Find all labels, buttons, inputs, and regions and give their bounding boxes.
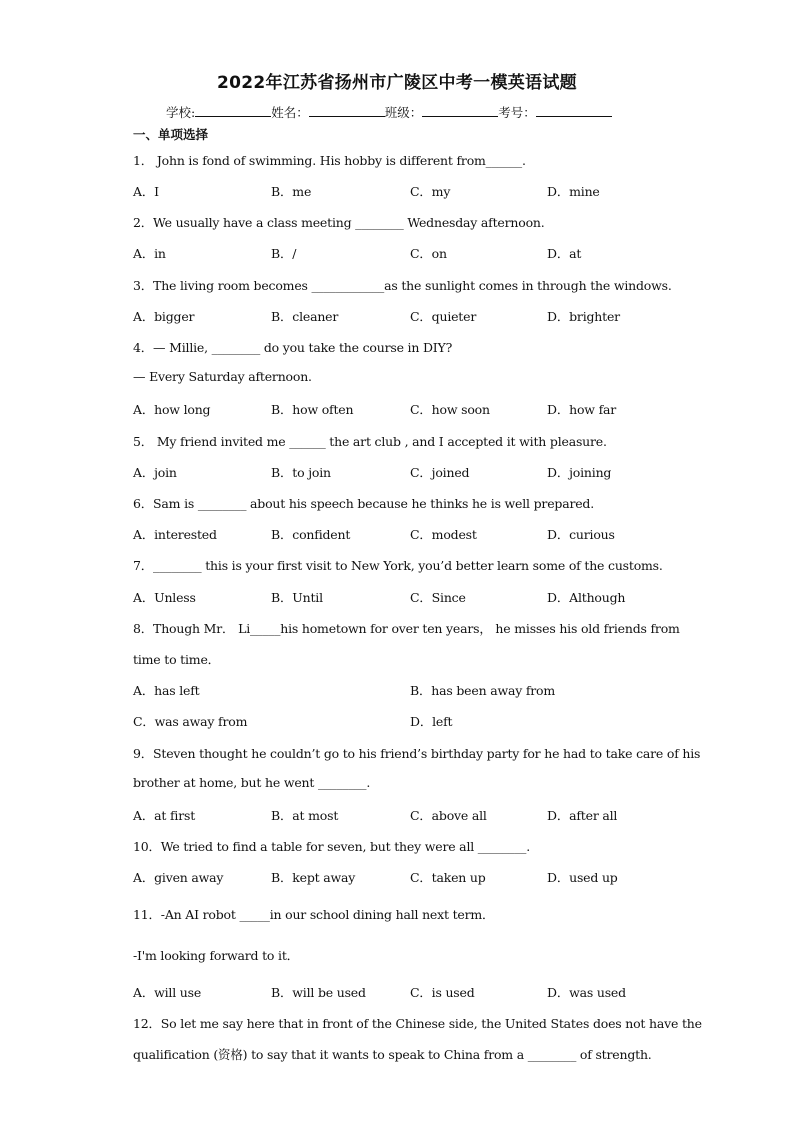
q2-option-b[interactable]: B．/ — [271, 246, 297, 261]
q8-option-d[interactable]: D．left — [410, 714, 453, 729]
q5-option-d[interactable]: D．joining — [547, 465, 612, 480]
q6-option-b[interactable]: B．confident — [271, 527, 351, 542]
question-9-stem-cont: brother at home, but he went ________. — [133, 775, 371, 790]
class-blank[interactable] — [422, 104, 498, 117]
question-3-stem: 3．The living room becomes ____________as the sunlight comes in through the windows. — [133, 278, 672, 293]
number-blank[interactable] — [536, 104, 612, 117]
name-label: 姓名： — [271, 105, 309, 120]
question-8-stem-cont: time to time． — [133, 652, 220, 667]
q10-option-d[interactable]: D．used up — [547, 870, 618, 885]
q5-option-a[interactable]: A．join — [133, 465, 177, 480]
name-blank[interactable] — [309, 104, 385, 117]
q6-option-d[interactable]: D．curious — [547, 527, 615, 542]
q5-option-c[interactable]: C．joined — [410, 465, 470, 480]
q2-option-d[interactable]: D．at — [547, 246, 582, 261]
section-heading: 一、单项选择 — [133, 127, 209, 142]
q9-option-b[interactable]: B．at most — [271, 808, 339, 823]
question-2-stem: 2．We usually have a class meeting ________ Wednesday afternoon. — [133, 215, 545, 230]
question-10-stem: 10．We tried to find a table for seven, but they were all ________. — [133, 839, 530, 854]
q1-option-c[interactable]: C．my — [410, 184, 451, 199]
q4-option-b[interactable]: B．how often — [271, 402, 354, 417]
q10-option-c[interactable]: C．taken up — [410, 870, 486, 885]
q3-option-c[interactable]: C．quieter — [410, 309, 477, 324]
school-blank[interactable] — [195, 104, 271, 117]
number-label: 考号： — [498, 105, 536, 120]
q4-option-a[interactable]: A．how long — [133, 402, 211, 417]
q9-option-d[interactable]: D．after all — [547, 808, 618, 823]
q7-option-d[interactable]: D．Although — [547, 590, 626, 605]
q6-option-a[interactable]: A．interested — [133, 527, 217, 542]
q8-option-a[interactable]: A．has left — [133, 683, 200, 698]
q7-option-c[interactable]: C．Since — [410, 590, 466, 605]
q11-option-b[interactable]: B．will be used — [271, 985, 366, 1000]
question-12-stem-cont: qualification (资格) to say that it wants to speak to China from a ________ of strength. — [133, 1047, 652, 1062]
question-4-reply: — Every Saturday afternoon. — [133, 369, 312, 384]
q9-option-c[interactable]: C．above all — [410, 808, 487, 823]
q10-option-b[interactable]: B．kept away — [271, 870, 356, 885]
q4-option-d[interactable]: D．how far — [547, 402, 617, 417]
q5-option-b[interactable]: B．to join — [271, 465, 331, 480]
q1-option-a[interactable]: A．I — [133, 184, 159, 199]
q8-option-c[interactable]: C．was away from — [133, 714, 248, 729]
page-title: 2022年江苏省扬州市广陵区中考一模英语试题 — [217, 73, 577, 93]
question-9-stem: 9．Steven thought he couldn’t go to his friend’s birthday party for he had to take care of his — [133, 746, 701, 761]
q8-option-b[interactable]: B．has been away from — [410, 683, 556, 698]
q10-option-a[interactable]: A．given away — [133, 870, 224, 885]
q11-option-c[interactable]: C．is used — [410, 985, 475, 1000]
question-11-stem: 11．-An AI robot _____in our school dining hall next term． — [133, 907, 495, 922]
q3-option-b[interactable]: B．cleaner — [271, 309, 339, 324]
question-8-stem: 8．Though Mr． Li_____his hometown for over ten years， he misses his old friends from — [133, 621, 680, 636]
q4-option-c[interactable]: C．how soon — [410, 402, 490, 417]
q1-option-b[interactable]: B．me — [271, 184, 312, 199]
question-12-stem: 12．So let me say here that in front of the Chinese side, the United States does not have the — [133, 1016, 702, 1031]
question-5-stem: 5． My friend invited me ______ the art club , and I accepted it with pleasure. — [133, 434, 607, 449]
question-1-stem: 1． John is fond of swimming. His hobby is different from______. — [133, 153, 526, 168]
q3-option-a[interactable]: A．bigger — [133, 309, 195, 324]
q11-option-d[interactable]: D．was used — [547, 985, 626, 1000]
school-label: 学校: — [166, 105, 196, 120]
student-info-row — [166, 103, 612, 121]
question-4-stem: 4．— Millie, ________ do you take the course in DIY? — [133, 340, 453, 355]
q6-option-c[interactable]: C．modest — [410, 527, 477, 542]
q11-option-a[interactable]: A．will use — [133, 985, 202, 1000]
question-11-reply: -I'm looking forward to it． — [133, 948, 299, 963]
q7-option-a[interactable]: A．Unless — [133, 590, 196, 605]
question-7-stem: 7．________ this is your first visit to New York, you’d better learn some of the customs. — [133, 558, 663, 573]
q2-option-a[interactable]: A．in — [133, 246, 166, 261]
q7-option-b[interactable]: B．Until — [271, 590, 323, 605]
q1-option-d[interactable]: D．mine — [547, 184, 600, 199]
q3-option-d[interactable]: D．brighter — [547, 309, 620, 324]
q2-option-c[interactable]: C．on — [410, 246, 447, 261]
question-6-stem: 6．Sam is ________ about his speech because he thinks he is well prepared. — [133, 496, 594, 511]
q9-option-a[interactable]: A．at first — [133, 808, 196, 823]
class-label: 班级： — [384, 105, 423, 120]
